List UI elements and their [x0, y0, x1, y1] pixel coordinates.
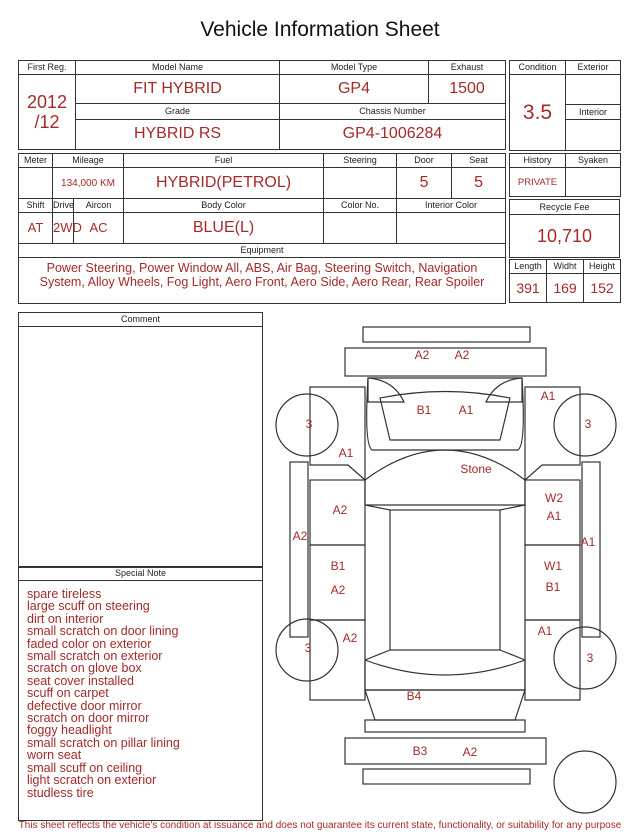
left-rear-quarter-mark: A2 [342, 631, 358, 645]
left-front-wheel-mark: 3 [305, 417, 313, 431]
shift-value: AT [19, 213, 53, 244]
width-label: Widht [547, 260, 584, 274]
hood-mark-2: A1 [458, 403, 474, 417]
mileage-label: Mileage [53, 154, 124, 168]
special-note-item: small scratch on exterior [27, 649, 163, 664]
first-reg-year: 2012 [26, 92, 68, 113]
aircon-label: Aircon [74, 198, 124, 212]
mileage-value: 134,000 KM [53, 168, 124, 199]
seat-value: 5 [452, 168, 506, 199]
drive-label: Drive [53, 198, 74, 212]
rear-bumper-mark-1: B3 [412, 744, 428, 758]
exhaust-label: Exhaust [429, 61, 506, 75]
right-rear-wheel-mark: 3 [586, 651, 594, 665]
height-value: 152 [584, 274, 621, 303]
hood-mark-1: B1 [416, 403, 432, 417]
equipment-label: Equipment [19, 243, 506, 257]
interior-color-label: Interior Color [397, 198, 506, 212]
right-rear-wheel [554, 627, 616, 689]
special-note-item: defective door mirror [27, 698, 142, 713]
aircon-value: AC [74, 213, 124, 244]
door-label: Door [397, 154, 452, 168]
first-reg-label: First Reg. [19, 61, 76, 75]
special-note-item: seat cover installed [27, 673, 135, 688]
page-title: Vehicle Information Sheet [200, 18, 440, 41]
special-note-item: light scratch on exterior [27, 773, 157, 788]
interior-label: Interior [566, 105, 621, 120]
special-note-item: small scratch on pillar lining [27, 735, 180, 750]
fuel-value: HYBRID(PETROL) [124, 168, 324, 199]
front-bumper [345, 348, 546, 376]
rear-bumper-mark-2: A2 [462, 745, 478, 759]
chassis-label: Chassis Number [280, 104, 506, 119]
height-label: Height [584, 260, 621, 274]
special-note-item: large scuff on steering [27, 599, 150, 614]
right-headlight [486, 378, 522, 402]
rear-bumper-bottom [363, 769, 530, 784]
windshield-mark: Stone [460, 462, 492, 476]
special-note-item: foggy headlight [27, 723, 112, 738]
back-door [365, 690, 525, 720]
right-front-door-mark-1: W2 [545, 491, 563, 505]
special-note-item: studless tire [27, 785, 94, 800]
rear-bumper [345, 738, 546, 764]
condition-value: 3.5 [510, 75, 566, 151]
grade-label: Grade [76, 104, 280, 119]
body-color-value: BLUE(L) [124, 213, 324, 244]
body-color-label: Body Color [124, 198, 324, 212]
left-rocker [290, 462, 308, 637]
right-rear-door-mark-2: B1 [545, 580, 561, 594]
special-note-item: scuff on carpet [27, 686, 109, 701]
front-bumper-top [363, 327, 530, 342]
spare-wheel [554, 751, 616, 813]
history-label: History [510, 154, 566, 168]
special-note-item: small scuff on ceiling [27, 760, 143, 775]
condition-label: Condition [510, 61, 566, 75]
special-note-item: spare tireless [27, 587, 102, 601]
model-name-label: Model Name [76, 61, 280, 75]
fuel-label: Fuel [124, 154, 324, 168]
right-rear-door-mark-1: W1 [544, 559, 562, 573]
front-bumper-mark-2: A2 [454, 348, 470, 362]
rear-window [365, 660, 525, 690]
recycle-value: 10,710 [510, 215, 620, 258]
special-note-label: Special Note [19, 567, 262, 581]
front-bumper-mark-1: A2 [414, 348, 430, 362]
model-name-value: FIT HYBRID [76, 75, 280, 104]
color-no-label: Color No. [324, 198, 397, 212]
right-rocker-mark: A1 [580, 535, 596, 549]
special-note-item: faded color on exterior [27, 636, 152, 651]
comment-label: Comment [19, 313, 262, 327]
right-rocker [582, 462, 600, 637]
back-door-lower [365, 720, 525, 732]
meter-label: Meter [19, 154, 53, 168]
left-rear-door-mark-1: B1 [330, 559, 346, 573]
hood-inner [380, 392, 510, 441]
model-type-label: Model Type [280, 61, 429, 75]
width-value: 169 [547, 274, 584, 303]
windshield [365, 450, 525, 505]
drive-value: 2WD [53, 213, 74, 244]
door-value: 5 [397, 168, 452, 199]
grade-value: HYBRID RS [76, 119, 280, 149]
left-front-door-mark: A2 [332, 503, 348, 517]
special-note-item: scratch on glove box [27, 661, 142, 676]
left-fender-mark: A1 [338, 446, 354, 460]
roof-right-pillar [500, 505, 525, 660]
seat-label: Seat [452, 154, 506, 168]
left-rear-wheel-mark: 3 [304, 641, 312, 655]
special-note-item: small scratch on door lining [27, 624, 179, 639]
steering-label: Steering [324, 154, 397, 168]
exhaust-value: 1500 [429, 75, 506, 104]
length-value: 391 [510, 274, 547, 303]
left-rocker-mark: A2 [292, 529, 308, 543]
special-note-item: worn seat [27, 748, 82, 763]
first-reg-month: /12 [34, 112, 60, 133]
special-note-item: dirt on interior [27, 611, 104, 626]
recycle-label: Recycle Fee [510, 200, 620, 215]
length-label: Length [510, 260, 547, 274]
left-front-fender [310, 387, 365, 480]
right-front-door-mark-2: A1 [546, 509, 562, 523]
chassis-value: GP4-1006284 [280, 119, 506, 149]
back-door-mark: B4 [406, 689, 422, 703]
special-note-item: scratch on door mirror [27, 711, 150, 726]
roof-left-pillar [365, 505, 390, 660]
left-rear-door-mark-2: A2 [330, 583, 346, 597]
right-front-fender-mark: A1 [540, 389, 556, 403]
exterior-label: Exterior [566, 61, 621, 75]
model-type-value: GP4 [280, 75, 429, 104]
shift-label: Shift [19, 198, 53, 212]
disclaimer-footer: This sheet reflects the vehicle's condition at issuance and does not guarantee its current state, functionality, or suitability for any purpose [18, 820, 622, 831]
roof [390, 510, 500, 650]
right-rear-quarter-mark: A1 [537, 624, 553, 638]
equipment-value: Power Steering, Power Window All, ABS, Air Bag, Steering Switch, Navigation System, Alloy Wheels, Fog Light, Aero Front, Aero Side, Aero Rear, Rear Spoiler [19, 258, 506, 304]
history-value: PRIVATE [510, 168, 566, 197]
left-headlight [368, 378, 404, 402]
right-front-wheel-mark: 3 [584, 417, 592, 431]
syaken-label: Syaken [566, 154, 621, 168]
